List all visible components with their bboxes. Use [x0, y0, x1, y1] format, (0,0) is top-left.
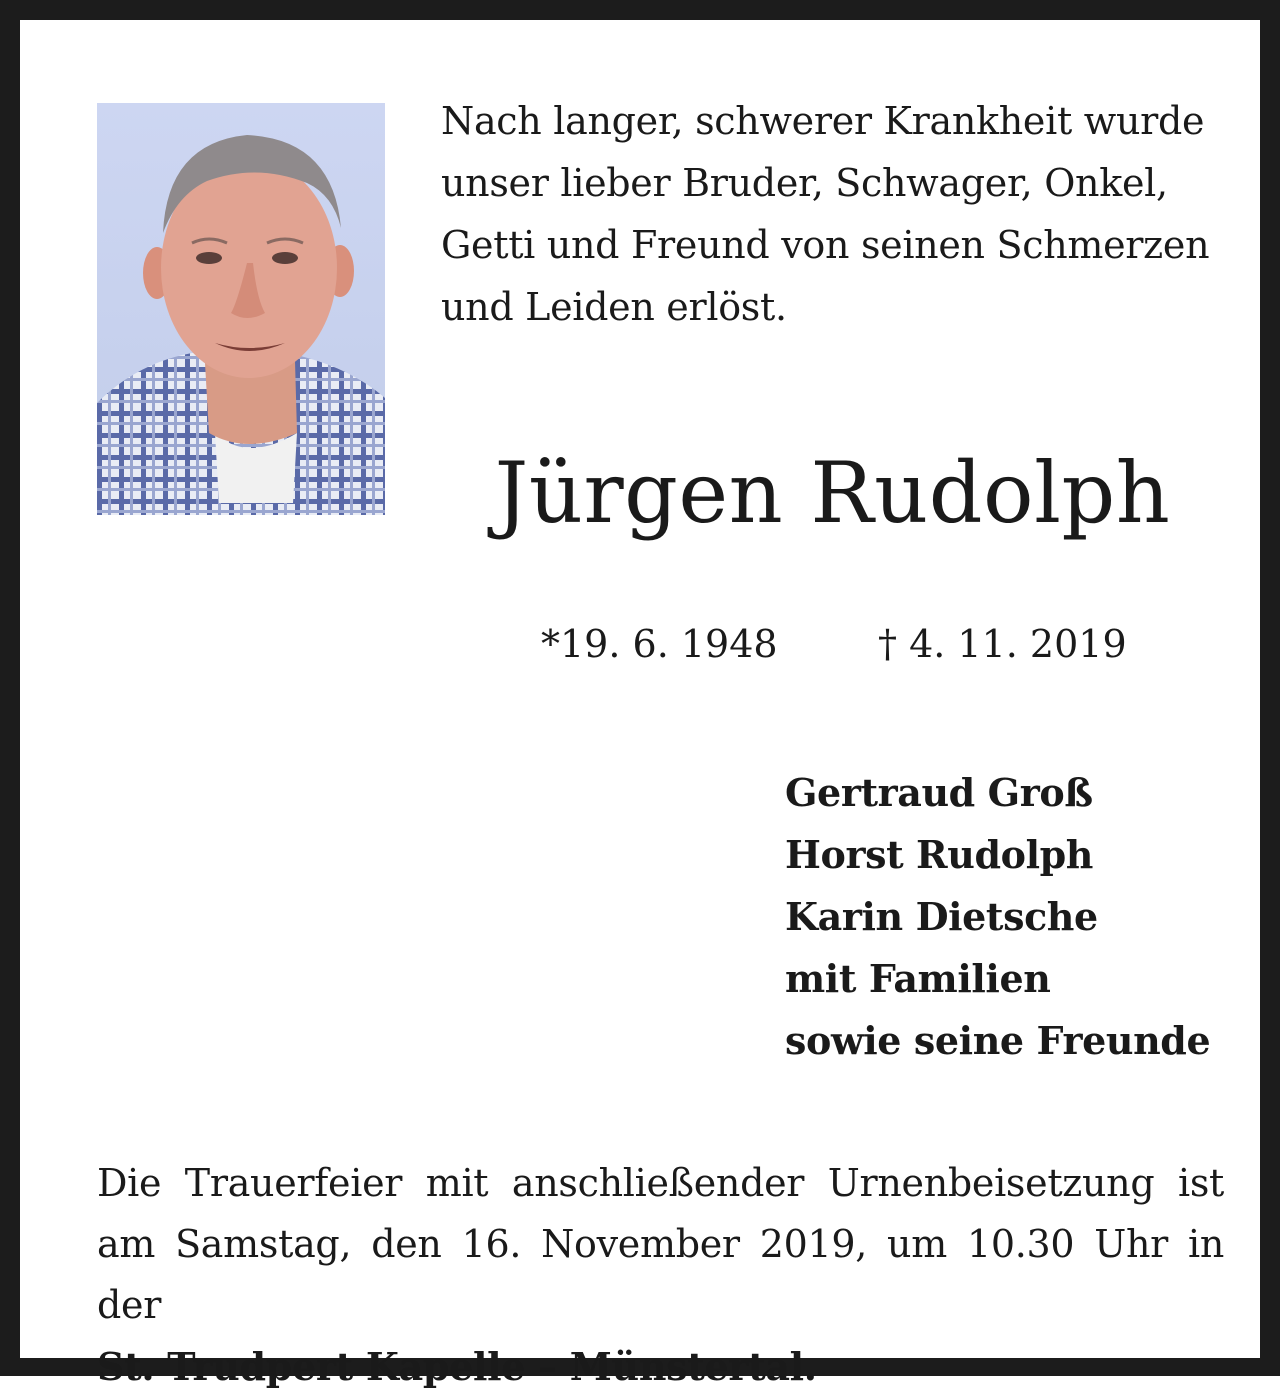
intro-line: Getti und Freund von seinen Schmerzen: [441, 223, 1210, 267]
service-line: am Samstag, den 16. November 2019, um 10.30 Uhr in der: [97, 1222, 1224, 1327]
mourner: Gertraud Groß: [785, 770, 1093, 815]
intro-line: und Leiden erlöst.: [441, 285, 787, 329]
mourners-list: [785, 762, 1210, 1072]
birth-date: *19. 6. 1948: [541, 622, 778, 666]
deceased-name: Jürgen Rudolph: [494, 444, 1171, 542]
mourner: Horst Rudolph: [785, 832, 1094, 877]
portrait-photo: [97, 103, 385, 515]
service-notice: [97, 1153, 1224, 1397]
death-date: † 4. 11. 2019: [878, 622, 1127, 666]
intro-line: unser lieber Bruder, Schwager, Onkel,: [441, 161, 1168, 205]
service-line: Die Trauerfeier mit anschließender Urnenbeisetzung ist: [97, 1161, 1224, 1205]
intro-line: Nach langer, schwerer Krankheit wurde: [441, 99, 1205, 143]
service-place: St. Trudpert Kapelle – Münstertal.: [97, 1344, 817, 1389]
intro-text: [441, 90, 1224, 338]
mourner: sowie seine Freunde: [785, 1018, 1211, 1063]
mourner: mit Familien: [785, 956, 1051, 1001]
mourner: Karin Dietsche: [785, 894, 1098, 939]
